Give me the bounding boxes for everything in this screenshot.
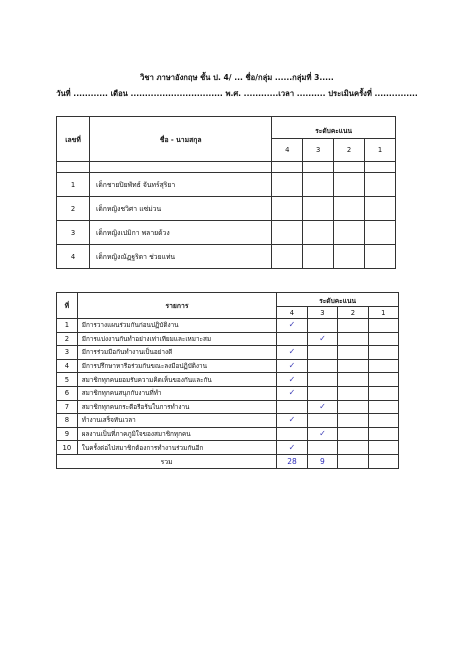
checkmark-icon: ✓ — [288, 442, 296, 452]
total-row — [57, 454, 399, 468]
score-cell[interactable] — [303, 221, 334, 245]
checkmark-icon: ✓ — [319, 429, 326, 439]
criteria-row — [57, 332, 399, 346]
member-number: 4 — [57, 245, 90, 269]
score-cell-level-3[interactable] — [307, 386, 337, 400]
member-score-level: 3 — [303, 139, 334, 162]
criteria-item: สมาชิกทุกคนกระตือรือร้นในการทำงาน — [77, 400, 276, 414]
member-row — [57, 197, 396, 221]
score-cell-level-4[interactable] — [277, 319, 308, 333]
criteria-item: สมาชิกทุกคนสนุกกับงานที่ทำ — [77, 386, 276, 400]
member-score-level: 1 — [365, 139, 396, 162]
criteria-score-level: 2 — [338, 307, 368, 319]
criteria-row — [57, 400, 399, 414]
score-cell-level-2[interactable] — [338, 386, 368, 400]
total-label: รวม — [57, 454, 277, 468]
score-cell-level-1[interactable] — [368, 400, 398, 414]
score-cell-level-4[interactable] — [277, 441, 308, 455]
total-level-4: 28 — [277, 454, 308, 468]
score-cell[interactable] — [272, 197, 303, 221]
criteria-score-level: 1 — [368, 307, 398, 319]
score-cell[interactable] — [334, 173, 365, 197]
criteria-row — [57, 346, 399, 360]
score-cell-level-1[interactable] — [368, 359, 398, 373]
member-score-level: 4 — [272, 139, 303, 162]
criteria-number: 8 — [57, 414, 78, 428]
score-cell[interactable] — [303, 245, 334, 269]
score-cell-level-3[interactable] — [307, 359, 337, 373]
total-level-2 — [338, 454, 368, 468]
score-cell-level-1[interactable] — [368, 441, 398, 455]
criteria-item: มีการร่วมมือกันทำงานเป็นอย่างดี — [77, 346, 276, 360]
checkmark-icon: ✓ — [288, 388, 296, 398]
score-cell[interactable] — [334, 221, 365, 245]
score-cell-level-4[interactable] — [277, 414, 308, 428]
score-cell-level-4[interactable] — [277, 359, 308, 373]
score-cell-level-2[interactable] — [338, 414, 368, 428]
member-name: เด็กชายปิยพัทธ์ จันทร์สุริยา — [90, 173, 272, 197]
member-name: เด็กหญิงเปมิกา พลายด้วง — [90, 221, 272, 245]
member-score-level: 2 — [334, 139, 365, 162]
criteria-number: 3 — [57, 346, 78, 360]
member-row — [57, 173, 396, 197]
criteria-item: สมาชิกทุกคนยอมรับความคิดเห็นของกันและกัน — [77, 373, 276, 387]
checkmark-icon: ✓ — [288, 320, 296, 330]
score-cell[interactable] — [365, 245, 396, 269]
score-cell-level-4[interactable] — [277, 386, 308, 400]
score-cell[interactable] — [365, 221, 396, 245]
score-cell-level-2[interactable] — [338, 373, 368, 387]
criteria-row — [57, 414, 399, 428]
member-number: 1 — [57, 173, 90, 197]
score-cell-level-2[interactable] — [338, 319, 368, 333]
criteria-item-header: รายการ — [77, 293, 276, 319]
criteria-score-level: 3 — [307, 307, 337, 319]
criteria-number: 2 — [57, 332, 78, 346]
criteria-number: 5 — [57, 373, 78, 387]
criteria-row — [57, 373, 399, 387]
score-cell[interactable] — [365, 197, 396, 221]
member-row — [57, 245, 396, 269]
member-number: 2 — [57, 197, 90, 221]
score-cell-level-1[interactable] — [368, 414, 398, 428]
checkmark-icon: ✓ — [319, 333, 326, 343]
criteria-score-title: ระดับคะแนน — [277, 293, 399, 307]
score-cell-level-4[interactable] — [277, 373, 308, 387]
score-cell-level-2[interactable] — [338, 332, 368, 346]
score-cell-level-1[interactable] — [368, 373, 398, 387]
score-cell[interactable] — [272, 245, 303, 269]
criteria-number: 6 — [57, 386, 78, 400]
score-cell-level-1[interactable] — [368, 386, 398, 400]
score-cell-level-3[interactable] — [307, 441, 337, 455]
criteria-row — [57, 386, 399, 400]
score-cell[interactable] — [365, 173, 396, 197]
score-cell-level-2[interactable] — [338, 346, 368, 360]
criteria-number: 7 — [57, 400, 78, 414]
criteria-number: 1 — [57, 319, 78, 333]
score-cell-level-3[interactable] — [307, 373, 337, 387]
score-cell-level-2[interactable] — [338, 427, 368, 441]
criteria-item: มีการแบ่งงานกันทำอย่างเท่าเทียมและเหมาะสม — [77, 332, 276, 346]
score-cell-level-1[interactable] — [368, 319, 398, 333]
criteria-row — [57, 441, 399, 455]
total-level-1 — [368, 454, 398, 468]
member-name: เด็กหญิงณัฏฐริดา ช่วยแท่น — [90, 245, 272, 269]
checkmark-icon: ✓ — [288, 415, 296, 425]
score-cell-level-2[interactable] — [338, 400, 368, 414]
criteria-row — [57, 319, 399, 333]
header-subject-line: วิชา ภาษาอังกฤษ ชั้น ป. 4/ ... ชื่อ/กลุ่ม ......กลุ่มที่ 3..... — [140, 73, 334, 82]
member-number-header: เลขที่ — [57, 117, 90, 162]
member-name-header: ชื่อ - นามสกุล — [90, 117, 272, 162]
score-cell-level-3[interactable] — [307, 346, 337, 360]
criteria-number: 4 — [57, 359, 78, 373]
score-cell[interactable] — [334, 245, 365, 269]
score-cell[interactable] — [303, 173, 334, 197]
member-name: เด็กหญิงชวิศา แซ่ม่วน — [90, 197, 272, 221]
criteria-item: ผลงานเป็นที่ภาคภูมิใจของสมาชิกทุกคน — [77, 427, 276, 441]
checkmark-icon: ✓ — [288, 347, 296, 357]
score-cell-level-3[interactable] — [307, 427, 337, 441]
score-cell-level-4[interactable] — [277, 346, 308, 360]
total-level-3: 9 — [307, 454, 337, 468]
score-cell-level-4[interactable] — [277, 332, 308, 346]
member-score-title: ระดับคะแนน — [272, 117, 396, 139]
score-cell-level-3[interactable] — [307, 319, 337, 333]
score-cell-level-3[interactable] — [307, 414, 337, 428]
score-cell-level-3[interactable] — [307, 400, 337, 414]
score-cell-level-1[interactable] — [368, 427, 398, 441]
criteria-item: ในครั้งต่อไปสมาชิกต้องการทำงานร่วมกันอีก — [77, 441, 276, 455]
score-cell[interactable] — [334, 197, 365, 221]
criteria-number-header: ที่ — [57, 293, 78, 319]
score-cell-level-4[interactable] — [277, 427, 308, 441]
member-number: 3 — [57, 221, 90, 245]
criteria-row — [57, 427, 399, 441]
score-cell-level-2[interactable] — [338, 441, 368, 455]
checkmark-icon: ✓ — [319, 401, 326, 411]
criteria-number: 9 — [57, 427, 78, 441]
criteria-table — [56, 292, 399, 469]
criteria-row — [57, 359, 399, 373]
score-cell-level-3[interactable] — [307, 332, 337, 346]
checkmark-icon: ✓ — [288, 374, 296, 384]
criteria-item: มีการปรึกษาหารือร่วมกันขณะลงมือปฏิบัติงาน — [77, 359, 276, 373]
criteria-item: มีการวางแผนร่วมกันก่อนปฏิบัติงาน — [77, 319, 276, 333]
score-cell-level-4[interactable] — [277, 400, 308, 414]
score-cell-level-1[interactable] — [368, 332, 398, 346]
score-cell-level-2[interactable] — [338, 359, 368, 373]
criteria-number: 10 — [57, 441, 78, 455]
score-cell-level-1[interactable] — [368, 346, 398, 360]
checkmark-icon: ✓ — [288, 361, 296, 371]
header-date-line: วันที่ ............ เดือน ................................ พ.ศ. ............เวลา .......... ประเมินครั้งที่ ............... — [56, 89, 418, 98]
score-cell[interactable] — [303, 197, 334, 221]
member-row — [57, 221, 396, 245]
criteria-item: ทำงานเสร็จทันเวลา — [77, 414, 276, 428]
score-cell[interactable] — [272, 173, 303, 197]
score-cell[interactable] — [272, 221, 303, 245]
members-table — [56, 116, 396, 269]
criteria-score-level: 4 — [277, 307, 308, 319]
